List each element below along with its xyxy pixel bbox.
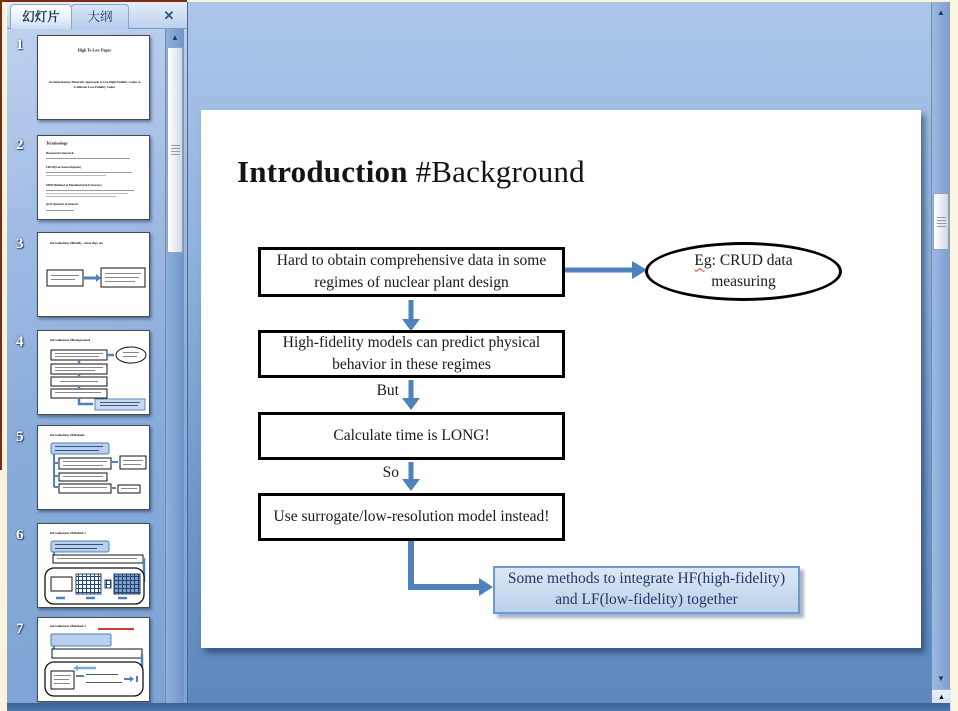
slide-number: 7 [16,621,24,637]
window-bottom-bar [7,703,950,711]
slides-panel [7,2,187,703]
slide-title-bold: Introduction [237,154,408,189]
panel-scrollbar[interactable] [165,29,184,703]
thumb-title: High To Low Paper [77,48,112,53]
scroll-down-icon[interactable]: ▼ [937,674,945,683]
flow-box-result[interactable]: Some methods to integrate HF(high-fidelity) and LF(low-fidelity) together [493,566,800,614]
slide-title [237,154,585,190]
panel-tabbar [7,2,187,29]
thumb-deco [38,136,150,220]
main-scrollbar-thumb[interactable] [933,193,949,250]
flow-ellipse-text [666,251,821,291]
thumb-deco [38,233,150,317]
thumb-title: Introduction #Methods [50,433,85,437]
thumb-title: Introduction #Briefly, what they do [50,241,103,245]
slide-thumbnail-3[interactable] [37,232,150,317]
thumb-title: Terminology [46,141,68,146]
slide-thumbnail-1[interactable] [37,35,150,120]
tab-outline[interactable]: 大纲 [71,4,129,29]
scrollbar-grip [937,217,946,228]
thumb-title: Introduction #Method 2 [50,624,86,628]
thumb-term: CRUD(Corrosion Deposits) [46,166,82,169]
tab-slides[interactable]: 幻灯片 [10,4,72,29]
editor-area [187,2,931,703]
scroll-up-icon[interactable]: ▲ [171,33,179,42]
previous-slide-icon[interactable]: ▲ [938,694,945,701]
flow-box-data[interactable]: Hard to obtain comprehensive data in some regimes of nuclear plant design [258,247,565,297]
thumb-deco [38,426,150,510]
flow-box-surrogate[interactable]: Use surrogate/low-resolution model instead! [258,493,565,541]
scrollbar-grip [171,145,180,156]
flow-label-but: But [376,382,399,399]
thumb-term: MMU(Method of Manufactured Universes) [46,184,102,187]
slide-number: 2 [16,137,24,153]
main-scrollbar[interactable] [931,2,950,711]
flow-label-so: So [382,464,399,481]
slide-thumbnail-2[interactable] [37,135,150,220]
flow-ellipse-crud[interactable] [645,242,842,301]
thumb-deco [38,524,150,608]
slide-title-rest: #Background [407,154,585,189]
close-icon[interactable]: ✕ [163,8,175,23]
slide-number: 3 [16,236,24,252]
slide-number: 1 [16,37,24,53]
thumb-title: Introduction #Method 1 [50,531,86,535]
slide-number: 5 [16,429,24,445]
thumb-deco [38,331,150,415]
thumb-term: QOI Quantity of Interest [46,203,79,206]
scroll-up-icon[interactable]: ▲ [937,8,945,17]
flow-ellipse-rest: : CRUD data measuring [711,252,793,290]
thumb-deco [38,618,150,702]
slide-thumbnail-4[interactable] [37,330,150,415]
slide-number: 6 [16,527,24,543]
slide-thumbnail-5[interactable] [37,425,150,510]
slide-number: 4 [16,334,24,350]
panel-scrollbar-thumb[interactable] [167,47,183,253]
window-edge-right [950,0,958,711]
misspelled-word: Eg [694,252,712,270]
thumb-title: Introduction #Background [50,338,91,342]
thumb-term: Bayesian Framework [46,152,74,155]
window-edge-top [0,0,187,2]
window-edge-accent [0,0,2,470]
thumb-subtitle: An Information Theoretic Approach to Use High-Fidelity Codes to Calibrate Low-Fidelity Codes [48,80,141,89]
slide-thumbnail-6[interactable] [37,523,150,608]
flow-box-time[interactable]: Calculate time is LONG! [258,412,565,460]
slide-canvas[interactable] [201,110,921,648]
flow-box-models[interactable]: High-fidelity models can predict physical behavior in these regimes [258,330,565,378]
slide-thumbnail-7[interactable] [37,617,150,702]
